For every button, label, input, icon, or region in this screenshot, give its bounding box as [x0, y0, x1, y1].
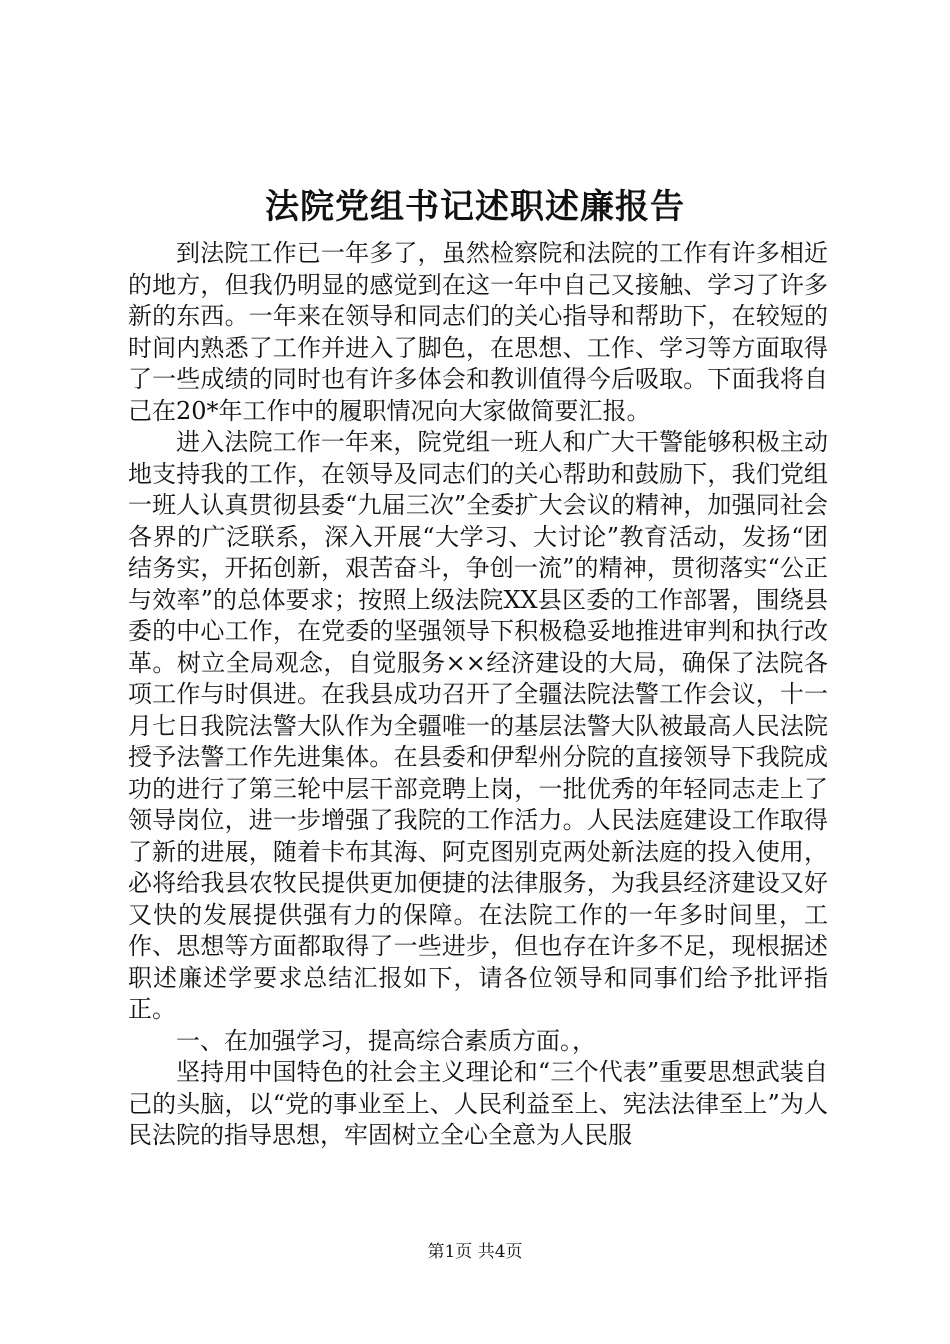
- paragraph-intro: 到法院工作已一年多了，虽然检察院和法院的工作有许多相近的地方，但我仍明显的感觉到在这一年中自己又接触、学习了许多新的东西。一年来在领导和同志们的关心指导和帮助下，在较短的时间内熟悉了工作并进入了脚色，在思想、工作、学习等方面取得了一些成绩的同时也有许多体会和教训值得今后吸取。下面我将自己在20*年工作中的履职情况向大家做简要汇报。: [128, 239, 828, 425]
- paragraph-study: 坚持用中国特色的社会主义理论和“三个代表”重要思想武装自己的头脑，以“党的事业至上、人民利益至上、宪法法律至上”为人民法院的指导思想，牢固树立全心全意为人民服: [128, 1058, 828, 1149]
- section-heading-study: 一、在加强学习，提高综合素质方面。，: [176, 1026, 596, 1055]
- paragraph-work-summary: 进入法院工作一年来，院党组一班人和广大干警能够积极主动地支持我的工作，在领导及同志们的关心帮助和鼓励下，我们党组一班人认真贯彻县委“九届三次”全委扩大会议的精神，加强同社会各界的广泛联系，深入开展“大学习、大讨论”教育活动，发扬“团结务实，开拓创新，艰苦奋斗，争创一流”的精神，贯彻落实“公正与效率”的总体要求；按照上级法院XX县区委的工作部署，围绕县委的中心工作，在党委的坚强领导下积极稳妥地推进审判和执行改革。树立全局观念，自觉服务××经济建设的大局，确保了法院各项工作与时俱进。在我县成功召开了全疆法院法警工作会议，十一月七日我院法警大队作为全疆唯一的基层法警大队被最高人民法院授予法警工作先进集体。在县委和伊犁州分院的直接领导下我院成功的进行了第三轮中层干部竞聘上岗，一批优秀的年轻同志走上了领导岗位，进一步增强了我院的工作活力。人民法庭建设工作取得了新的进展，随着卡布其海、阿克图别克两处新法庭的投入使用，必将给我县农牧民提供更加便捷的法律服务，为我县经济建设又好又快的发展提供强有力的保障。在法院工作的一年多时间里，工作、思想等方面都取得了一些进步，但也存在许多不足，现根据述职述廉述学要求总结汇报如下，请各位领导和同事们给予批评指正。: [128, 428, 828, 1023]
- document-body: [128, 238, 828, 1152]
- page-number-footer: 第1页 共4页: [427, 1242, 523, 1262]
- document-title: 法院党组书记述职述廉报告: [265, 187, 685, 227]
